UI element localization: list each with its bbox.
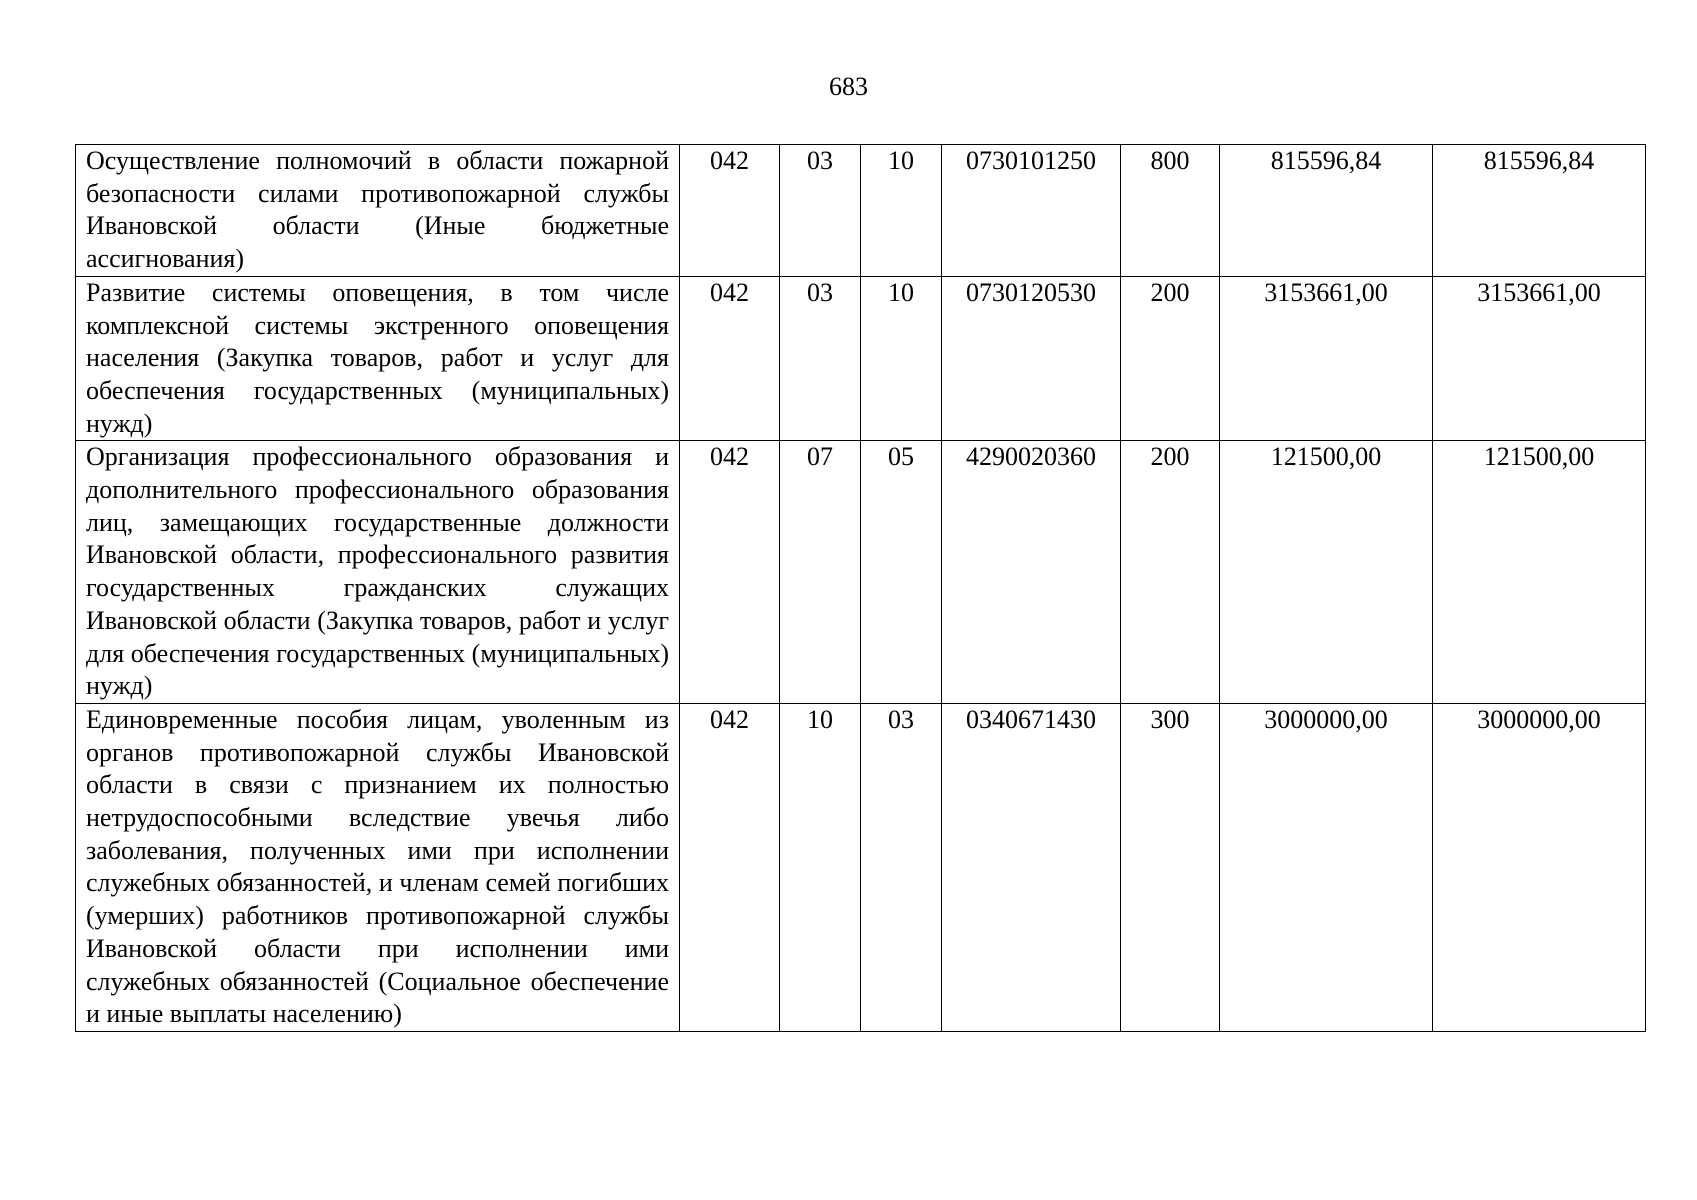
expense-description: Осуществление полномочий в области пожарной безопасности силами противопожарной службы Ивановской области (Иные бюджетные ассигнования) [76,145,680,277]
section-code: 10 [780,703,861,1031]
grbs-code: 042 [680,703,780,1031]
target-article-code: 4290020360 [942,441,1121,704]
table-row [76,145,1646,277]
expense-description: Единовременные пособия лицам, уволенным из органов противопожарной службы Ивановской области в связи с признанием их полностью нетрудоспособными вследствие увечья либо заболевания, полученных ими при исполнении служебных обязанностей, и членам семей погибших (умерших) работников противопожарной службы Ивановской области при исполнении ими служебных обязанностей (Социальное обеспечение и иные выплаты населению) [76,703,680,1031]
table-row [76,703,1646,1031]
amount-cell: 815596,84 [1220,145,1433,277]
section-code: 03 [780,276,861,441]
grbs-code: 042 [680,441,780,704]
subsection-code: 03 [861,703,942,1031]
amount-cell: 3153661,00 [1433,276,1646,441]
grbs-code: 042 [680,145,780,277]
expense-description: Организация профессионального образования и дополнительного профессионального образования лиц, замещающих государственные должности Ивановской области, профессионального развития государственных гражданских служащих Ивановской области (Закупка товаров, работ и услуг для обеспечения государственных (муниципальных) нужд) [76,441,680,704]
amount-cell: 815596,84 [1433,145,1646,277]
amount-cell: 3000000,00 [1433,703,1646,1031]
grbs-code: 042 [680,276,780,441]
amount-cell: 3153661,00 [1220,276,1433,441]
amount-cell: 121500,00 [1433,441,1646,704]
amount-cell: 121500,00 [1220,441,1433,704]
section-code: 07 [780,441,861,704]
budget-table [75,144,1646,1032]
target-article-code: 0730101250 [942,145,1121,277]
expense-type-code: 200 [1121,441,1220,704]
table-row [76,276,1646,441]
page-number: 683 [829,72,868,101]
expense-type-code: 200 [1121,276,1220,441]
expense-type-code: 800 [1121,145,1220,277]
target-article-code: 0730120530 [942,276,1121,441]
subsection-code: 05 [861,441,942,704]
section-code: 03 [780,145,861,277]
target-article-code: 0340671430 [942,703,1121,1031]
subsection-code: 10 [861,276,942,441]
subsection-code: 10 [861,145,942,277]
amount-cell: 3000000,00 [1220,703,1433,1031]
expense-type-code: 300 [1121,703,1220,1031]
table-row [76,441,1646,704]
expense-description: Развитие системы оповещения, в том числе комплексной системы экстренного оповещения населения (Закупка товаров, работ и услуг для обеспечения государственных (муниципальных) нужд) [76,276,680,441]
